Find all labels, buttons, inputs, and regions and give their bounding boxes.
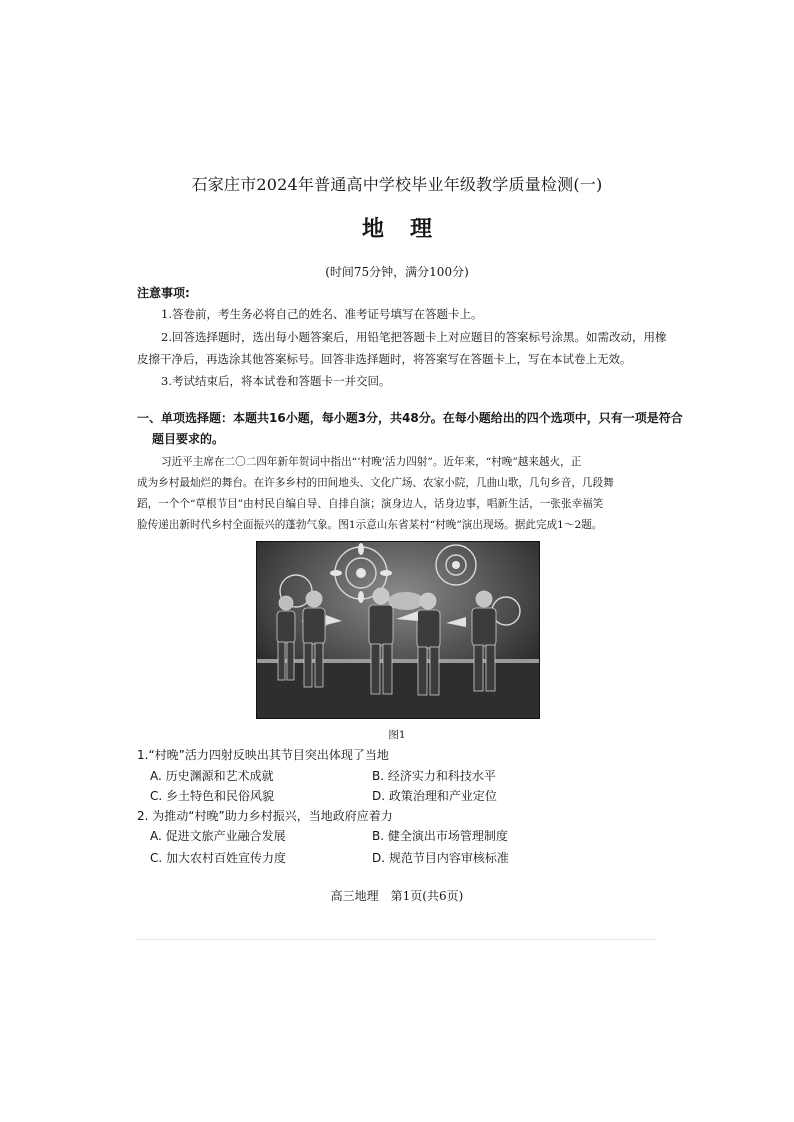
page-footer: 高三地理 第1页(共6页) [330,889,464,903]
passage-line-1: 习近平主席在二〇二四年新年贺词中指出“‘村晚’活力四射”。近年来，“村晚”越来越火，正 [161,456,582,468]
exam-title: 石家庄市2024年普通高中学校毕业年级教学质量检测(一) [191,175,603,194]
question-2-stem: 2. 为推动“村晚”助力乡村振兴，当地政府应着力 [137,809,393,823]
section-heading: 一、单项选择题：本题共16小题，每小题3分，共48分。在每小题给出的四个选项中，只有一项是符合 [137,411,683,425]
question-2-option-a: A. 促进文旅产业融合发展 [150,829,286,843]
notice-item-1: 1.答卷前，考生务必将自己的姓名、准考证号填写在答题卡上。 [161,307,483,321]
notice-item-3: 3.考试结束后，将本试卷和答题卡一并交回。 [161,374,391,388]
subject-title: 地理 [361,216,458,242]
question-2-option-c: C. 加大农村百姓宣传力度 [150,851,287,865]
notice-item-2-line-1: 2.回答选择题时，选出每小题答案后，用铅笔把答题卡上对应题目的答案标号涂黑。如需改动，用橡 [161,330,667,344]
time-info: (时间75分钟，满分100分) [325,265,469,279]
question-1-option-a: A. 历史渊源和艺术成就 [150,769,274,783]
notice-item-2-line-2: 皮擦干净后，再选涂其他答案标号。回答非选择题时，将答案写在答题卡上，写在本试卷上无效。 [137,352,632,366]
figure-1-photo [256,541,540,719]
notice-heading: 注意事项: [137,286,190,300]
figure-caption: 图1 [388,729,406,741]
passage-line-4: 脸传递出新时代乡村全面振兴的蓬勃气象。图1示意山东省某村“村晚”演出现场。据此完成1～2题。 [137,519,603,531]
village-gala-performance-image [256,541,540,719]
question-1-option-c: C. 乡土特色和民俗风貌 [150,789,275,803]
section-heading-continued: 题目要求的。 [152,432,225,446]
passage-line-2: 成为乡村最灿烂的舞台。在许多乡村的田间地头、文化广场、农家小院，几曲山歌，几句乡音，几段舞 [137,477,614,489]
question-2-option-b: B. 健全演出市场管理制度 [372,829,508,843]
question-1-option-b: B. 经济实力和科技水平 [372,769,496,783]
question-1-stem: 1.“村晚”活力四射反映出其节目突出体现了当地 [137,748,389,762]
question-2-option-d: D. 规范节目内容审核标准 [372,851,509,865]
scan-divider [135,939,655,940]
passage-line-3: 蹈，一个个“草根节目”由村民自编自导、自排自演；演身边人，话身边事，唱新生活，一张张幸福笑 [137,498,604,510]
question-1-option-d: D. 政策治理和产业定位 [372,789,497,803]
